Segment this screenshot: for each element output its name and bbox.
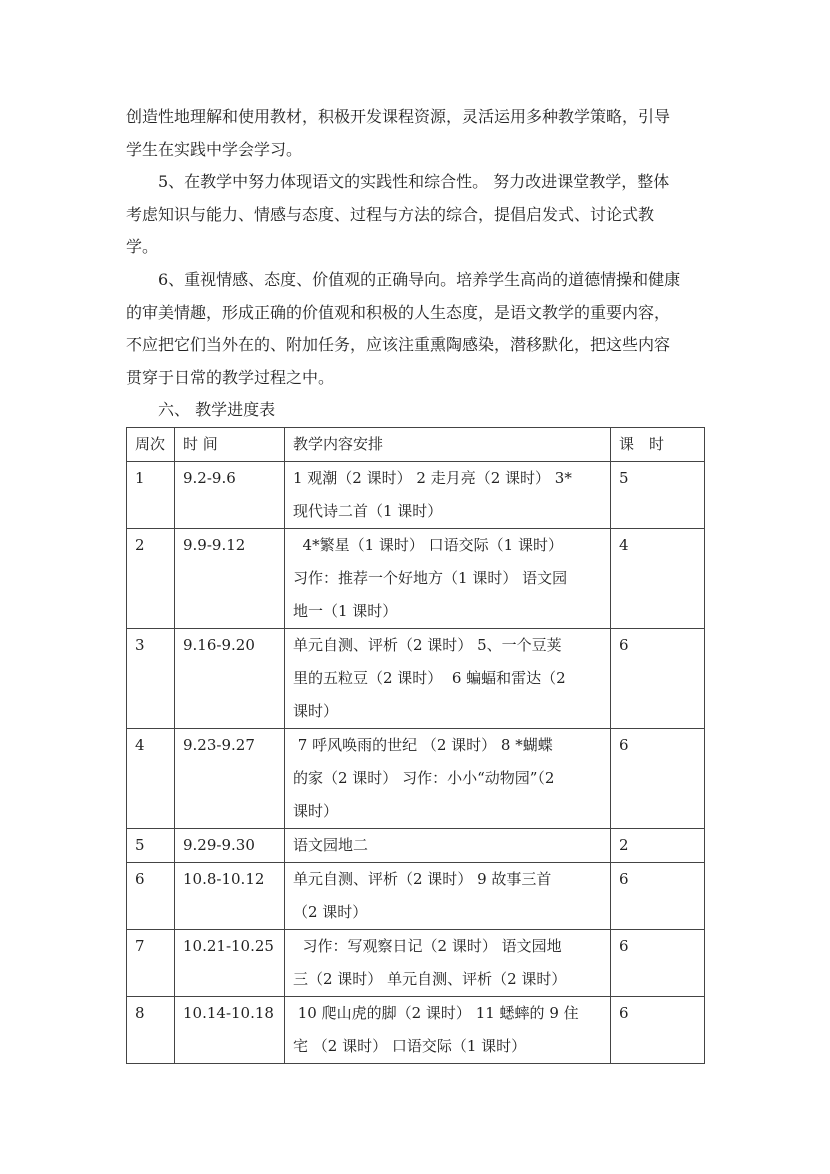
- cell-content: [285, 829, 611, 863]
- cell-text: 9.9-9.12: [183, 536, 246, 554]
- cell-text: 7: [135, 937, 145, 955]
- cell-week: [127, 863, 175, 930]
- cell-hours: [611, 930, 705, 997]
- cell-content: [285, 997, 611, 1064]
- cell-content: [285, 729, 611, 829]
- cell-text: 习作：推荐一个好地方（1 课时） 语文园: [293, 569, 568, 587]
- cell-text: 9.23-9.27: [183, 736, 255, 754]
- cell-text: 宅 （2 课时） 口语交际（1 课时）: [293, 1037, 527, 1055]
- cell-text: 6: [135, 870, 145, 888]
- cell-text: 的家（2 课时） 习作：小小“动物园”（2: [293, 769, 555, 787]
- cell-text: 9.29-9.30: [183, 836, 255, 854]
- cell-text: 9.16-9.20: [183, 636, 255, 654]
- table-header-row: [127, 428, 705, 462]
- cell-time: [175, 829, 285, 863]
- cell-time: [175, 930, 285, 997]
- table-row: [127, 729, 705, 829]
- cell-text: 6: [619, 870, 629, 888]
- cell-text: 10 爬山虎的脚（2 课时） 11 蟋蟀的 9 住: [293, 1004, 579, 1022]
- text-line: 5、在教学中努力体现语文的实践性和综合性。 努力改进课堂教学，整体: [126, 172, 670, 191]
- cell-text: 课时）: [293, 702, 339, 720]
- text-line: 学。: [126, 237, 159, 256]
- cell-text: 10.8-10.12: [183, 870, 265, 888]
- cell-text: 习作：写观察日记（2 课时） 语文园地: [293, 937, 562, 955]
- cell-text: 1 观潮（2 课时） 2 走月亮（2 课时） 3*: [293, 469, 572, 487]
- text-line: 创造性地理解和使用教材，积极开发课程资源，灵活运用多种教学策略，引导: [126, 107, 671, 126]
- cell-hours: [611, 997, 705, 1064]
- table-row: [127, 629, 705, 729]
- cell-text: 3: [135, 636, 145, 654]
- teaching-schedule-table: [126, 427, 705, 1064]
- cell-week: [127, 930, 175, 997]
- cell-content: [285, 629, 611, 729]
- cell-content: [285, 462, 611, 529]
- cell-time: [175, 729, 285, 829]
- cell-text: 4: [619, 536, 629, 554]
- cell-hours: [611, 729, 705, 829]
- cell-text: 8: [135, 1004, 145, 1022]
- table-row: [127, 863, 705, 930]
- table-row: [127, 997, 705, 1064]
- cell-time: [175, 629, 285, 729]
- cell-text: 单元自测、评析（2 课时） 9 故事三首: [293, 870, 552, 888]
- section-heading: [126, 394, 726, 427]
- cell-time: [175, 863, 285, 930]
- paragraph: [126, 101, 726, 166]
- cell-text: 7 呼风唤雨的世纪 （2 课时） 8 *蝴蝶: [293, 736, 553, 754]
- cell-time: [175, 997, 285, 1064]
- cell-text: 1: [135, 469, 145, 487]
- table-row: [127, 462, 705, 529]
- cell-text: （2 课时）: [293, 903, 368, 921]
- paragraph: [126, 166, 726, 264]
- cell-week: [127, 529, 175, 629]
- header-week: 周次: [127, 428, 175, 462]
- cell-text: 5: [135, 836, 145, 854]
- cell-text: 6: [619, 937, 629, 955]
- cell-text: 6: [619, 736, 629, 754]
- cell-time: [175, 529, 285, 629]
- cell-text: 6: [619, 636, 629, 654]
- text-line: 六、 教学进度表: [126, 400, 276, 419]
- cell-text: 4*繁星（1 课时） 口语交际（1 课时）: [293, 536, 563, 554]
- cell-hours: [611, 462, 705, 529]
- cell-text: 4: [135, 736, 145, 754]
- cell-text: 三（2 课时） 单元自测、评析（2 课时）: [293, 970, 567, 988]
- cell-hours: [611, 829, 705, 863]
- text-line: 6、重视情感、态度、价值观的正确导向。培养学生高尚的道德情操和健康: [126, 270, 681, 289]
- cell-week: [127, 829, 175, 863]
- cell-week: [127, 462, 175, 529]
- cell-text: 单元自测、评析（2 课时） 5、一个豆荚: [293, 636, 562, 654]
- cell-text: 10.21-10.25: [183, 937, 274, 955]
- paragraph: [126, 264, 726, 394]
- cell-hours: [611, 863, 705, 930]
- cell-content: [285, 529, 611, 629]
- header-time: 时 间: [175, 428, 285, 462]
- cell-text: 2: [619, 836, 629, 854]
- text-line: 学生在实践中学会学习。: [126, 139, 303, 159]
- cell-content: [285, 930, 611, 997]
- table-row: [127, 930, 705, 997]
- cell-text: 里的五粒豆（2 课时） 6 蝙蝠和雷达（2: [293, 669, 566, 687]
- header-content: 教学内容安排: [285, 428, 611, 462]
- cell-text: 6: [619, 1004, 629, 1022]
- cell-text: 课时）: [293, 802, 339, 820]
- cell-text: 地一（1 课时）: [293, 602, 398, 620]
- cell-text: 2: [135, 536, 145, 554]
- cell-week: [127, 997, 175, 1064]
- cell-time: [175, 462, 285, 529]
- table-row: [127, 529, 705, 629]
- text-line: 的审美情趣，形成正确的价值观和积极的人生态度，是语文教学的重要内容，: [126, 302, 671, 322]
- cell-text: 语文园地二: [293, 836, 369, 854]
- text-line: 贯穿于日常的教学过程之中。: [126, 367, 335, 387]
- cell-text: 9.2-9.6: [183, 469, 236, 487]
- cell-week: [127, 729, 175, 829]
- cell-content: [285, 863, 611, 930]
- text-line: 不应把它们当外在的、附加任务，应该注重熏陶感染，潜移默化，把这些内容: [126, 335, 671, 354]
- cell-text: 现代诗二首（1 课时）: [293, 502, 443, 520]
- cell-hours: [611, 629, 705, 729]
- text-line: 考虑知识与能力、情感与态度、过程与方法的综合，提倡启发式、讨论式教: [126, 204, 655, 224]
- cell-week: [127, 629, 175, 729]
- cell-hours: [611, 529, 705, 629]
- table-row: [127, 829, 705, 863]
- cell-text: 10.14-10.18: [183, 1004, 274, 1022]
- header-hours: 课 时: [611, 428, 705, 462]
- cell-text: 5: [619, 469, 629, 487]
